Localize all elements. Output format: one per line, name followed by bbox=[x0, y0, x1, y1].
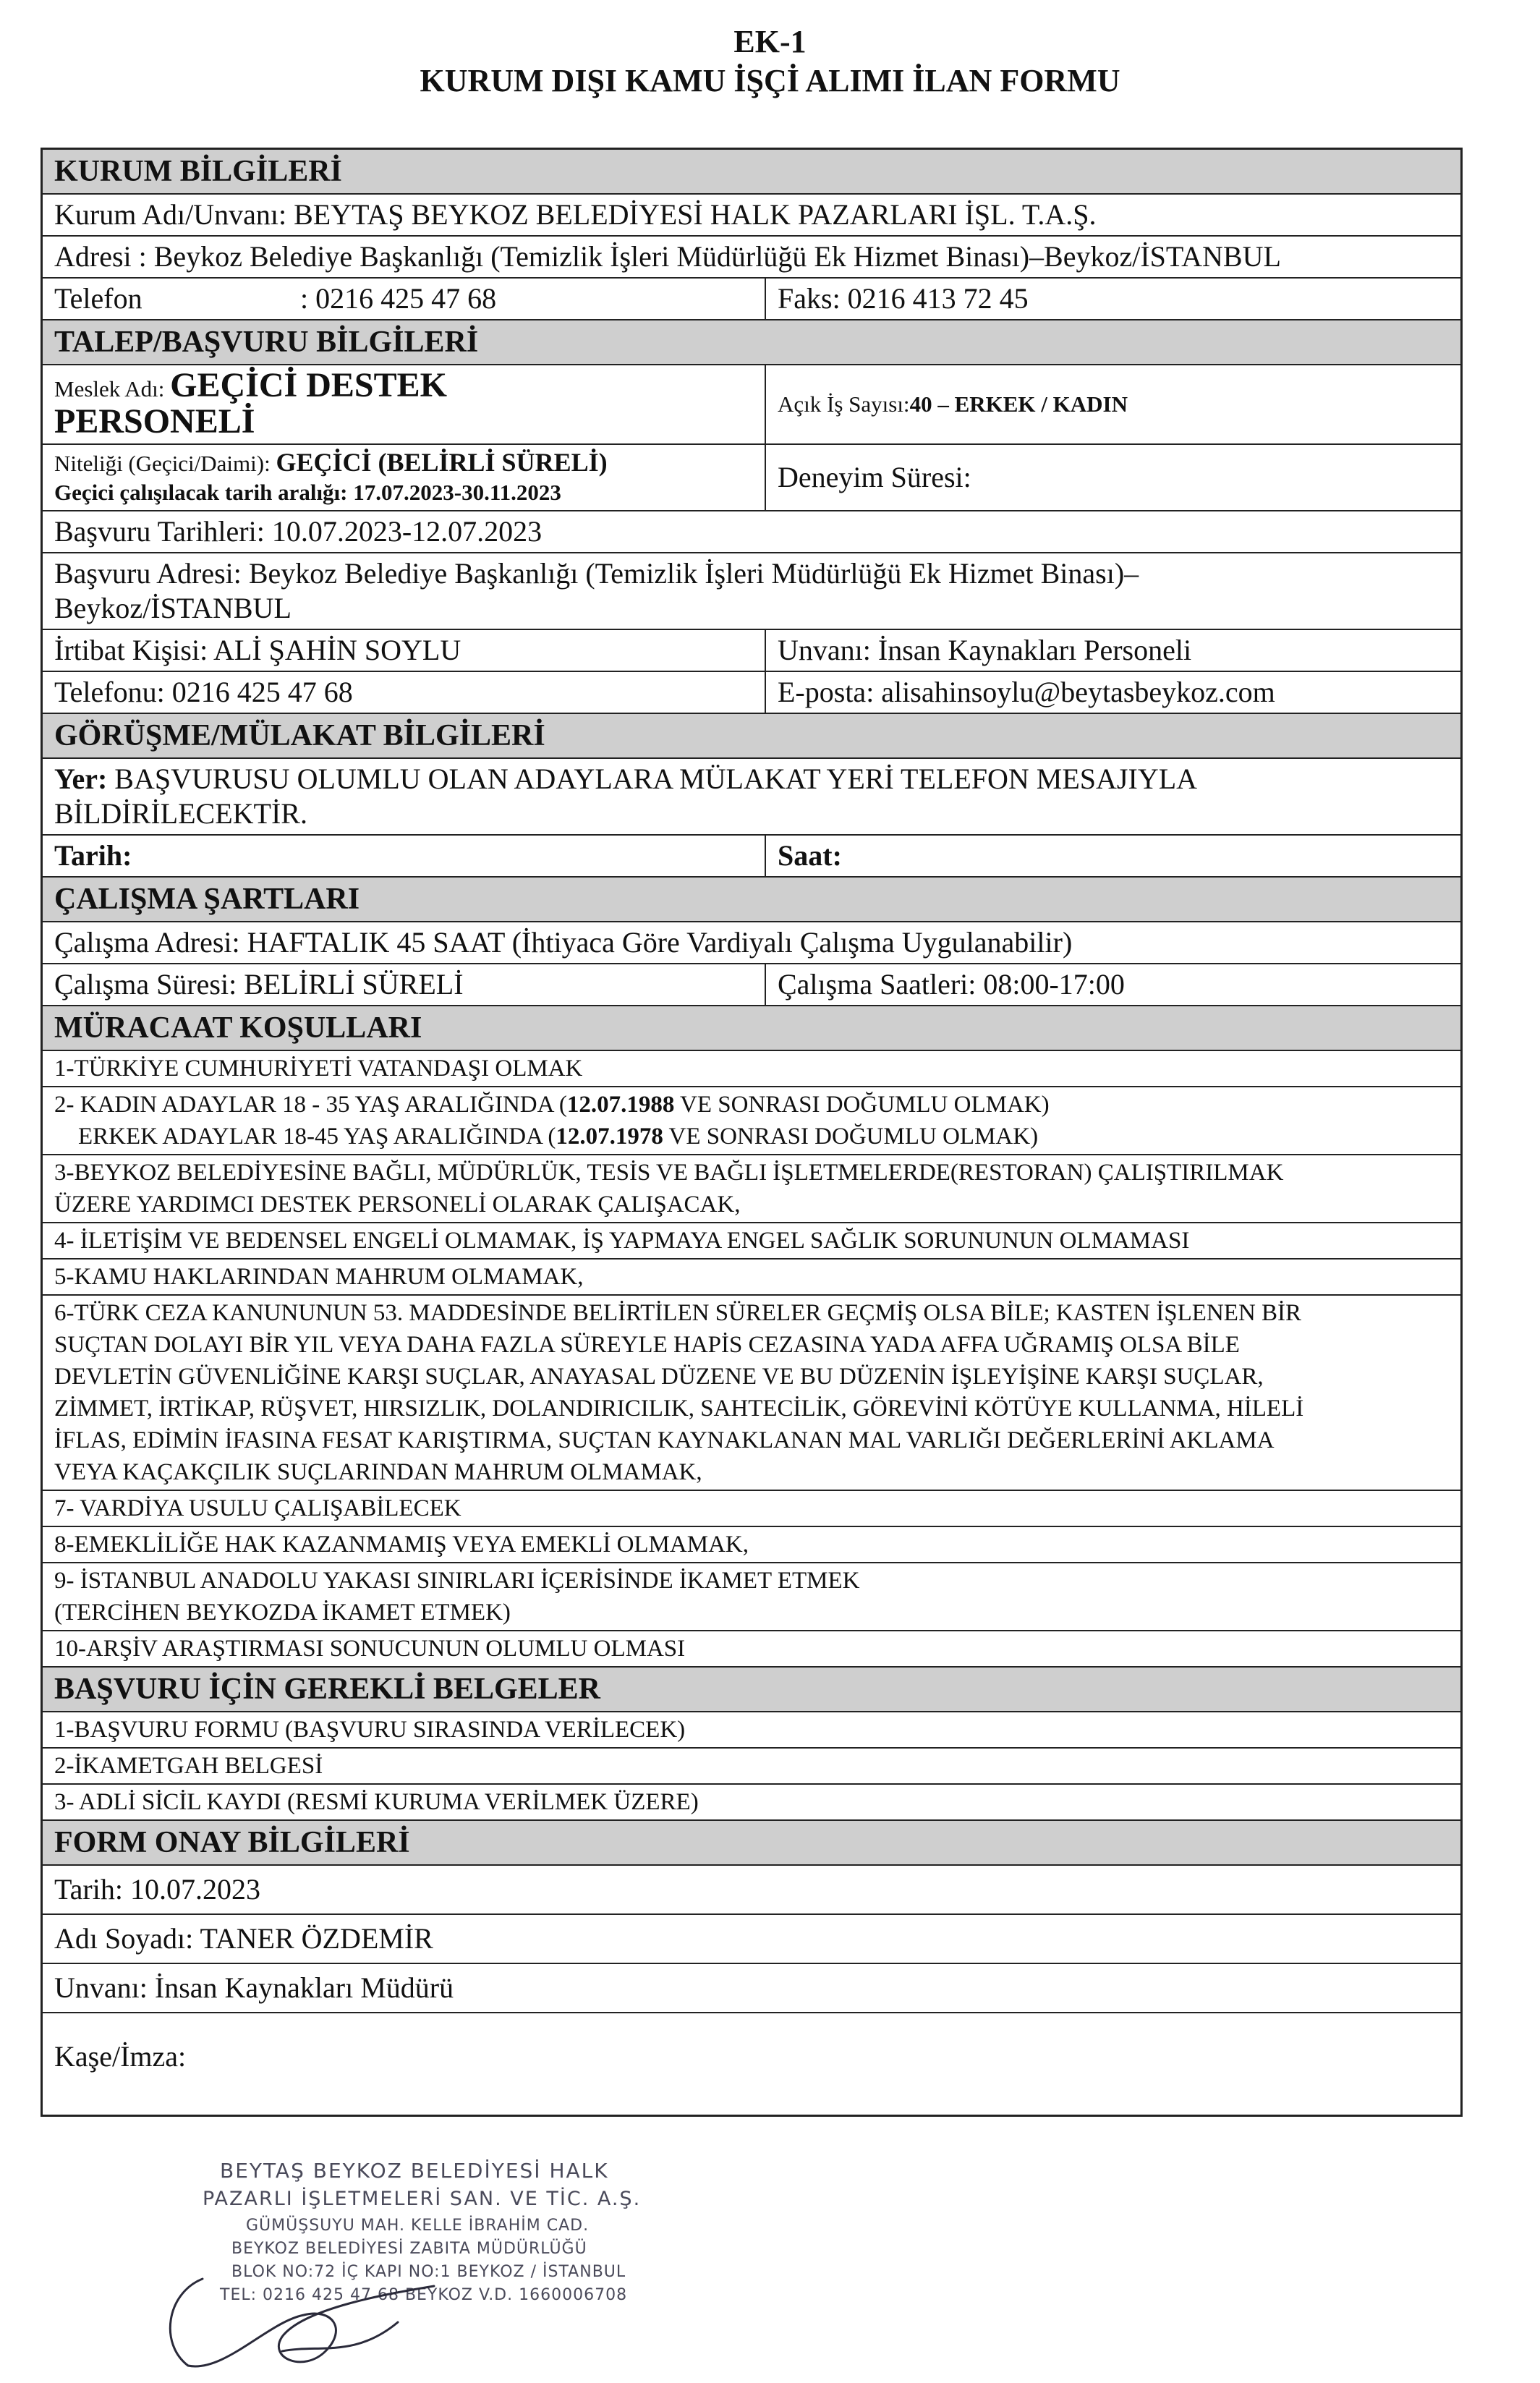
section-talep: TALEP/BAŞVURU BİLGİLERİ bbox=[43, 320, 1460, 364]
section-calisma: ÇALIŞMA ŞARTLARI bbox=[43, 878, 1460, 921]
basvuru-adres-line-1: Başvuru Adresi: Beykoz Belediye Başkanlığı (Temizlik İşleri Müdürlüğü Ek Hizmet Binası)– bbox=[54, 557, 1139, 590]
kosul-2a-date: 12.07.1988 bbox=[566, 1092, 675, 1118]
meslek-cell bbox=[43, 365, 766, 443]
mulakat-saat bbox=[766, 836, 1460, 876]
stamp-line-4: BEYKOZ BELEDİYESİ ZABITA MÜDÜRLÜĞÜ bbox=[231, 2240, 587, 2258]
stamp-line-1: BEYTAŞ BEYKOZ BELEDİYESİ HALK bbox=[220, 2159, 609, 2183]
stamp-line-2: PAZARLI İŞLETMELERİ SAN. VE TİC. A.Ş. bbox=[203, 2188, 642, 2210]
kosul-6 bbox=[43, 1296, 1460, 1490]
phone-value: : 0216 425 47 68 bbox=[300, 282, 497, 315]
kosul-3-line-2: ÜZERE YARDIMCI DESTEK PERSONELİ OLARAK ÇALIŞACAK, bbox=[54, 1192, 741, 1218]
stamp-line-3: GÜMÜŞSUYU MAH. KELLE İBRAHİM CAD. bbox=[246, 2217, 590, 2235]
kosul-2b-date: 12.07.1978 bbox=[556, 1123, 663, 1150]
yer-value-2: BİLDİRİLECEKTİR. bbox=[54, 797, 307, 830]
gecici-tarih: Geçici çalışılacak tarih aralığı: 17.07.2023-30.11.2023 bbox=[54, 480, 561, 505]
kosul-3-line-1: 3-BEYKOZ BELEDİYESİNE BAĞLI, MÜDÜRLÜK, TESİS VE BAĞLI İŞLETMELERDE(RESTORAN) ÇALIŞTIRILMAK bbox=[54, 1160, 1284, 1186]
basvuru-tarih: Başvuru Tarihleri: 10.07.2023-12.07.2023 bbox=[54, 515, 543, 548]
mulakat-tarih bbox=[43, 836, 766, 876]
nitelik-value: GEÇİCİ (BELİRLİ SÜRELİ) bbox=[276, 448, 608, 477]
nitelik-cell bbox=[43, 445, 766, 510]
irtibat-unvan: Unvanı: İnsan Kaynakları Personeli bbox=[778, 634, 1192, 666]
kosul-6-line-1: 6-TÜRK CEZA KANUNUNUN 53. MADDESİNDE BELİRTİLEN SÜRELER GEÇMİŞ OLSA BİLE; KASTEN İŞLENEN BİR bbox=[54, 1300, 1302, 1326]
basvuru-adres bbox=[43, 553, 1460, 629]
kosul-9-line-2: (TERCİHEN BEYKOZDA İKAMET ETMEK) bbox=[54, 1600, 511, 1626]
acik-label: Açık İş Sayısı: bbox=[778, 391, 910, 417]
onay-kase: Kaşe/İmza: bbox=[54, 2040, 187, 2073]
kosul-10: 10-ARŞİV ARAŞTIRMASI SONUCUNUN OLUMLU OLMASI bbox=[54, 1636, 686, 1662]
belge-3: 3- ADLİ SİCİL KAYDI (RESMİ KURUMA VERİLMEK ÜZERE) bbox=[54, 1789, 699, 1815]
kosul-6-line-4: ZİMMET, İRTİKAP, RÜŞVET, HIRSIZLIK, DOLANDIRICILIK, SAHTECİLİK, GÖREVİNİ KÖTÜYE KULLANMA, HİLELİ bbox=[54, 1396, 1304, 1422]
mulakat-saat-label: Saat: bbox=[778, 839, 842, 872]
kosul-4: 4- İLETİŞİM VE BEDENSEL ENGELİ OLMAMAK, İŞ YAPMAYA ENGEL SAĞLIK SORUNUNUN OLMAMASI bbox=[54, 1228, 1190, 1254]
kosul-2 bbox=[43, 1087, 1460, 1154]
section-muracaat: MÜRACAAT KOŞULLARI bbox=[43, 1006, 1460, 1050]
deneyim: Deneyim Süresi: bbox=[778, 461, 971, 493]
kosul-7: 7- VARDİYA USULU ÇALIŞABİLECEK bbox=[54, 1495, 461, 1521]
kurum-phone bbox=[43, 279, 766, 319]
phone-label: Telefon bbox=[54, 282, 142, 315]
onay-tarih: Tarih: 10.07.2023 bbox=[54, 1873, 260, 1906]
kosul-6-line-6: VEYA KAÇAKÇILIK SUÇLARINDAN MAHRUM OLMAMAK, bbox=[54, 1459, 702, 1485]
meslek-value-2: PERSONELİ bbox=[54, 402, 255, 441]
kosul-1: 1-TÜRKİYE CUMHURİYETİ VATANDAŞI OLMAK bbox=[54, 1055, 583, 1082]
belge-2: 2-İKAMETGAH BELGESİ bbox=[54, 1753, 323, 1779]
kosul-6-line-2: SUÇTAN DOLAYI BİR YIL VEYA DAHA FAZLA SÜREYLE HAPİS CEZASINA YADA AFFA UĞRAMIŞ OLSA BİLE bbox=[54, 1332, 1240, 1358]
section-kurum: KURUM BİLGİLERİ bbox=[43, 150, 1460, 193]
kosul-2a-post: VE SONRASI DOĞUMLU OLMAK) bbox=[674, 1092, 1050, 1118]
onay-adsoyad: Adı Soyadı: TANER ÖZDEMİR bbox=[54, 1922, 433, 1955]
kosul-2b-pre: ERKEK ADAYLAR 18-45 YAŞ ARALIĞINDA ( bbox=[54, 1123, 556, 1150]
kosul-3 bbox=[43, 1155, 1460, 1222]
signature-icon bbox=[159, 2235, 463, 2380]
nitelik-label: Niteliği (Geçici/Daimi): bbox=[54, 451, 276, 476]
kosul-6-line-3: DEVLETİN GÜVENLİĞİNE KARŞI SUÇLAR, ANAYASAL DÜZENE VE BU DÜZENİN İŞLEYİŞİNE KARŞI SUÇLAR, bbox=[54, 1364, 1264, 1390]
mulakat-yer bbox=[43, 759, 1460, 834]
acik-value: 40 – ERKEK / KADIN bbox=[909, 391, 1128, 417]
irtibat-eposta: E-posta: alisahinsoylu@beytasbeykoz.com bbox=[778, 676, 1275, 708]
basvuru-adres-line-2: Beykoz/İSTANBUL bbox=[54, 592, 292, 624]
kosul-8: 8-EMEKLİLİĞE HAK KAZANMAMIŞ VEYA EMEKLİ OLMAMAK, bbox=[54, 1532, 749, 1558]
form-code: EK-1 bbox=[733, 24, 807, 59]
acik-is-cell bbox=[766, 365, 1460, 443]
form-title: KURUM DIŞI KAMU İŞÇİ ALIMI İLAN FORMU bbox=[420, 63, 1120, 98]
section-belgeler: BAŞVURU İÇİN GEREKLİ BELGELER bbox=[43, 1668, 1460, 1711]
yer-value-1: BAŞVURUSU OLUMLU OLAN ADAYLARA MÜLAKAT YERİ TELEFON MESAJIYLA bbox=[114, 763, 1198, 795]
stamp-line-5: BLOK NO:72 İÇ KAPI NO:1 BEYKOZ / İSTANBUL bbox=[231, 2263, 626, 2281]
calisma-sure: Çalışma Süresi: BELİRLİ SÜRELİ bbox=[43, 964, 766, 1005]
calisma-saatler: Çalışma Saatleri: 08:00-17:00 bbox=[778, 968, 1125, 1001]
kosul-9-line-1: 9- İSTANBUL ANADOLU YAKASI SINIRLARI İÇERİSİNDE İKAMET ETMEK bbox=[54, 1568, 860, 1594]
kosul-9 bbox=[43, 1563, 1460, 1630]
mulakat-tarih-label: Tarih: bbox=[54, 839, 132, 872]
kurum-name: Kurum Adı/Unvanı: BEYTAŞ BEYKOZ BELEDİYESİ HALK PAZARLARI İŞL. T.A.Ş. bbox=[54, 198, 1097, 231]
kosul-2b-post: VE SONRASI DOĞUMLU OLMAK) bbox=[663, 1123, 1039, 1150]
meslek-label: Meslek Adı: bbox=[54, 376, 171, 402]
kosul-5: 5-KAMU HAKLARINDAN MAHRUM OLMAMAK, bbox=[54, 1264, 584, 1290]
section-onay: FORM ONAY BİLGİLERİ bbox=[43, 1821, 1460, 1864]
irtibat-telefon: Telefonu: 0216 425 47 68 bbox=[43, 672, 766, 713]
onay-unvan: Unvanı: İnsan Kaynakları Müdürü bbox=[54, 1971, 454, 2004]
stamp-line-6: TEL: 0216 425 47 68 BEYKOZ V.D. 1660006708 bbox=[220, 2286, 628, 2304]
kurum-fax: Faks: 0216 413 72 45 bbox=[778, 282, 1029, 315]
kosul-6-line-5: İFLAS, EDİMİN İFASINA FESAT KARIŞTIRMA, SUÇTAN KAYNAKLANAN MAL VARLIĞI DEĞERLERİNİ AKLAMA bbox=[54, 1427, 1275, 1453]
meslek-value-1: GEÇİCİ DESTEK bbox=[170, 366, 447, 404]
calisma-adres: Çalışma Adresi: HAFTALIK 45 SAAT (İhtiyaca Göre Vardiyalı Çalışma Uygulanabilir) bbox=[54, 926, 1073, 959]
kosul-2a-pre: 2- KADIN ADAYLAR 18 - 35 YAŞ ARALIĞINDA ( bbox=[54, 1092, 567, 1118]
kurum-address: Adresi : Beykoz Belediye Başkanlığı (Temizlik İşleri Müdürlüğü Ek Hizmet Binası)–Beykoz/İSTANBUL bbox=[54, 240, 1281, 273]
yer-label: Yer: bbox=[54, 763, 115, 795]
irtibat-kisi: İrtibat Kişisi: ALİ ŞAHİN SOYLU bbox=[43, 630, 766, 671]
section-gorusme: GÖRÜŞME/MÜLAKAT BİLGİLERİ bbox=[43, 714, 1460, 757]
announcement-form bbox=[41, 148, 1463, 2117]
belge-1: 1-BAŞVURU FORMU (BAŞVURU SIRASINDA VERİLECEK) bbox=[54, 1717, 686, 1743]
